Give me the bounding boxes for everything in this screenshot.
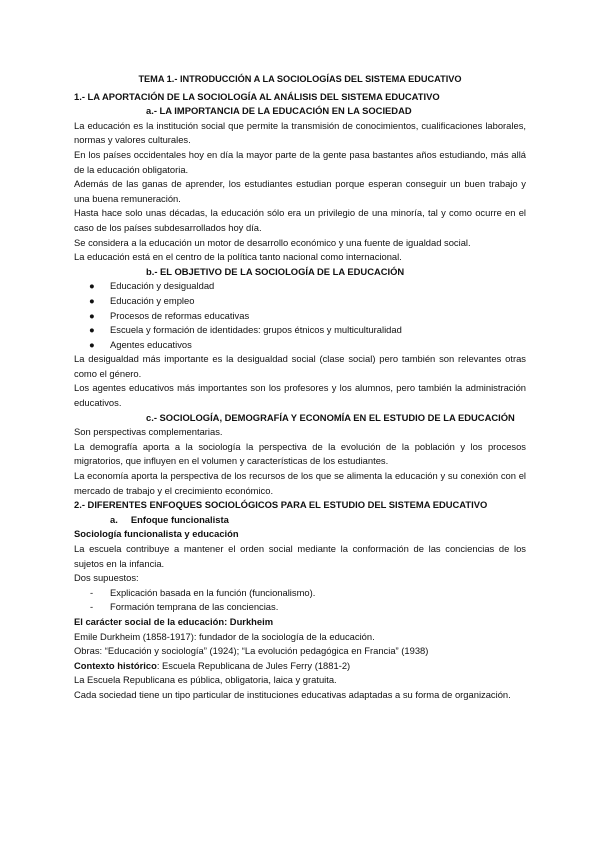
section-1c-heading: c.- SOCIOLOGÍA, DEMOGRAFÍA Y ECONOMÍA EN EL ESTUDIO DE LA EDUCACIÓN [146, 411, 515, 423]
context-line [74, 659, 526, 674]
list-item [74, 338, 526, 353]
bullet-icon: ● [89, 280, 95, 292]
dash-icon: - [90, 586, 94, 598]
list-item [74, 309, 526, 324]
paragraph: Dos supuestos: [74, 572, 139, 584]
paragraph: La Escuela Republicana es pública, obligatoria, laica y gratuita. [74, 674, 337, 686]
section-1a-heading: a.- LA IMPORTANCIA DE LA EDUCACIÓN EN LA SOCIEDAD [146, 105, 412, 117]
paragraph: La economía aporta la perspectiva de los recursos de los que se alimenta la educación y su conexión con el mercado de trabajo y el crecimiento económico. [74, 470, 526, 496]
section-2a-marker: a. [110, 513, 118, 525]
section-2a-title: Enfoque funcionalista [130, 513, 229, 525]
list-item [74, 323, 526, 338]
bullet-icon: ● [89, 338, 95, 350]
bullet-icon: ● [89, 294, 95, 306]
list-item-text: Procesos de reformas educativas [110, 309, 250, 321]
paragraph: Son perspectivas complementarias. [74, 426, 223, 438]
section-1-heading: 1.- LA APORTACIÓN DE LA SOCIOLOGÍA AL ANÁLISIS DEL SISTEMA EDUCATIVO [74, 90, 440, 102]
paragraph: Se considera a la educación un motor de desarrollo económico y una fuente de igualdad social. [74, 236, 471, 248]
context-text: : Escuela Republicana de Jules Ferry (1881-2) [156, 659, 351, 671]
list-item-text: Escuela y formación de identidades: grupos étnicos y multiculturalidad [110, 324, 402, 336]
list-item [74, 586, 526, 601]
bullet-list [74, 279, 526, 352]
paragraph: Además de las ganas de aprender, los estudiantes estudian porque esperan conseguir un buen trabajo y una buena remuneración. [74, 178, 526, 204]
durkheim-heading: El carácter social de la educación: Durkheim [74, 615, 274, 627]
context-label: Contexto histórico [74, 659, 157, 671]
paragraph: Emile Durkheim (1858-1917): fundador de la sociología de la educación. [74, 630, 375, 642]
section-2-heading: 2.- DIFERENTES ENFOQUES SOCIOLÓGICOS PARA EL ESTUDIO DEL SISTEMA EDUCATIVO [74, 499, 488, 511]
list-item [74, 279, 526, 294]
document-body [74, 72, 526, 703]
section-1b-heading: b.- EL OBJETIVO DE LA SOCIOLOGÍA DE LA EDUCACIÓN [146, 265, 405, 277]
paragraph: En los países occidentales hoy en día la mayor parte de la gente pasa bastantes años estudiando, más allá de la educación obligatoria. [74, 148, 526, 175]
bullet-icon: ● [89, 324, 95, 336]
list-item-text: Agentes educativos [110, 338, 192, 350]
document-title: TEMA 1.- INTRODUCCIÓN A LA SOCIOLOGÍAS DEL SISTEMA EDUCATIVO [138, 74, 462, 84]
list-item-text: Educación y desigualdad [110, 280, 215, 292]
paragraph: La educación está en el centro de la política tanto nacional como internacional. [74, 251, 402, 263]
list-item-text: Educación y empleo [110, 294, 195, 306]
paragraph: La escuela contribuye a mantener el orden social mediante la conformación de las conciencias de los sujetos en la infancia. [74, 543, 526, 569]
list-item [74, 600, 526, 615]
paragraph: Los agentes educativos más importantes son los profesores y los alumnos, pero también la administración educativos. [74, 382, 526, 409]
dash-icon: - [90, 601, 94, 613]
paragraph: Obras: “Educación y sociología” (1924); “La evolución pedagógica en Francia” (1938) [74, 645, 429, 657]
section-2a-heading [110, 513, 526, 528]
paragraph: La demografía aporta a la sociología la perspectiva de la evolución de la población y los procesos migratorios, que influyen en el volumen y características de los estudiantes. [74, 440, 526, 467]
bullet-icon: ● [89, 309, 95, 321]
paragraph: Cada sociedad tiene un tipo particular de instituciones educativas adaptadas a su forma de organización. [74, 688, 511, 700]
paragraph: La educación es la institución social que permite la transmisión de conocimientos, cualificaciones laborales, normas y valores culturales. [74, 119, 526, 146]
list-item [74, 294, 526, 309]
paragraph: Hasta hace solo unas décadas, la educación sólo era un privilegio de una minoría, tal y como ocurre en el caso de los países subdesarrollados hoy día. [74, 207, 526, 233]
dash-list [74, 586, 526, 615]
subsection-heading: Sociología funcionalista y educación [74, 528, 239, 540]
list-item-text: Formación temprana de las conciencias. [110, 601, 279, 613]
list-item-text: Explicación basada en la función (funcionalismo). [110, 586, 316, 598]
paragraph: La desigualdad más importante es la desigualdad social (clase social) pero también son relevantes otras como el género. [74, 353, 526, 379]
